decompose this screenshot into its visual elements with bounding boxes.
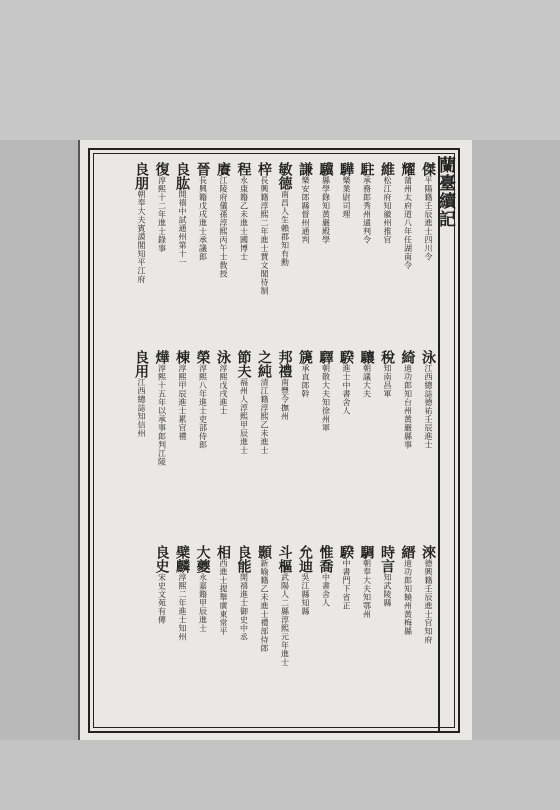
entry-description: 樂業尉司理: [342, 176, 351, 219]
entry-name: 時言: [379, 545, 395, 573]
entry: [236, 350, 252, 455]
entry-description: 開禧中試通州第十一: [178, 190, 187, 267]
entry: [154, 162, 170, 253]
entry-description: 知南昌軍: [383, 364, 392, 398]
entry-name: 賡: [215, 162, 231, 176]
entry-description: 淳熙十二年進士錄事: [157, 176, 167, 253]
entry: [420, 162, 436, 261]
entry: [297, 162, 313, 244]
entry-name: 騤: [338, 545, 354, 559]
entry-name: 泳: [420, 350, 436, 364]
entry-description: 迪功郎知台州黃嚴縣事: [403, 364, 413, 449]
entry-name: 相: [215, 545, 231, 559]
entry-name: 謙: [297, 162, 313, 176]
entry-description: 中書門下省正: [342, 559, 351, 610]
entry-description: 永康籍乙未進士國博士: [239, 176, 249, 261]
entry: [297, 350, 313, 398]
entry-description: 武陽人二縣淳熙元年進士: [280, 573, 290, 667]
background-page-top: [0, 0, 560, 140]
entry-name: 燁: [153, 350, 170, 364]
entry-description: 朝奉大夫知鄂州: [362, 559, 372, 619]
entry-name: 節夫: [235, 350, 252, 378]
entry-description: 江西總誌德祐壬辰進士: [424, 364, 433, 449]
entry: [215, 162, 231, 278]
title-rule: [438, 156, 440, 731]
entry-description: 江陵府儀孫淳熙丙午士敎授: [219, 176, 228, 278]
entry-name: 敏德: [276, 162, 293, 190]
entry: [277, 162, 293, 267]
entry-description: 宋史文苑有傳: [157, 573, 167, 624]
entry-name: 驥: [317, 162, 334, 176]
entry-name: 良肱: [174, 162, 190, 190]
entry: [400, 162, 416, 270]
entry-name: 復: [153, 162, 170, 176]
entry-name: 之純: [256, 350, 272, 378]
entry-name: 騆: [358, 545, 375, 559]
entry-description: 江西總誌知信州: [137, 378, 146, 438]
entry: [236, 162, 252, 261]
entry-description: 淳熙甲辰進士累官禮: [178, 364, 187, 441]
entry-name: 騤: [338, 350, 354, 364]
entry-description: 樂安郎縣督州通判: [301, 176, 310, 244]
entry: [359, 350, 375, 398]
entry: [195, 162, 211, 261]
entry-name: 傑: [420, 162, 436, 176]
entry-description: 淳熙戊戌進士: [219, 364, 228, 415]
entry: [277, 545, 293, 667]
background-page-bottom: [0, 740, 560, 810]
entry: [379, 350, 395, 398]
entry-description: 平陽籍壬辰進士四川令: [424, 176, 433, 261]
entry-name: 晉: [194, 162, 211, 176]
entry: [420, 545, 436, 644]
entry-name: 顥: [256, 545, 272, 559]
entry-name: 綺: [399, 350, 416, 364]
entry: [256, 545, 272, 653]
entry-description: 淳熙十五年以承事郎判江陵: [157, 364, 167, 466]
entry: [338, 350, 354, 415]
entry: [318, 545, 334, 607]
entry: [154, 545, 170, 624]
entry: [174, 350, 190, 441]
entry-description: 南昌人生賴郡知有勳: [280, 190, 290, 267]
entry-description: 承直郎幹: [301, 364, 310, 398]
entry-name: 允迪: [297, 545, 313, 573]
entry-name: 耀: [399, 162, 416, 176]
document-page: [78, 140, 472, 740]
entry-description: 永嘉籍甲辰進士: [198, 573, 208, 633]
entry-description: 長興籍戊戌進士承議郎: [198, 176, 208, 261]
entry-description: 清江籍淳熙乙未進士: [260, 378, 269, 455]
entry-description: 朝奉大夫賓謨閣知平江府: [137, 190, 146, 284]
entry-name: 棟: [174, 350, 190, 364]
entry-description: 朝散大夫知徐州軍: [321, 364, 331, 432]
entry-description: 淳熙二年進士知州: [178, 573, 187, 641]
entry: [400, 350, 416, 449]
entry-name: 大夔: [194, 545, 211, 573]
entry: [133, 162, 149, 284]
entry-description: 長興籍淳熙二年進士賈文閣待制: [260, 176, 269, 295]
entry-name: 驤: [358, 350, 375, 364]
entry: [297, 545, 313, 616]
entry-name: 良能: [235, 545, 252, 573]
entry-description: 知武陵縣: [383, 573, 392, 607]
entry: [338, 545, 354, 610]
entry-description: 吳江縣知縣: [301, 573, 310, 616]
entry-description: 西進士提舉廣東常平: [219, 559, 228, 636]
entry-name: 縉: [399, 545, 416, 559]
entry: [215, 350, 231, 415]
entry-name: 梓: [256, 162, 272, 176]
entry-name: 惟喬: [317, 545, 334, 573]
entry-description: 迪功郎知饒州黃梅縣: [403, 559, 413, 636]
entry: [400, 545, 416, 636]
entry: [236, 545, 252, 641]
entry-name: 淶: [420, 545, 436, 559]
entry-description: 福州人淳熙甲辰進士: [239, 378, 249, 455]
entry-description: 南豐令撫州: [280, 378, 290, 421]
entry: [195, 545, 211, 633]
entry: [338, 162, 354, 219]
entry-description: 德興籍壬辰進士官知府: [424, 559, 433, 644]
entry: [277, 350, 293, 421]
entry-description: 中書舍人: [321, 573, 331, 607]
entry-description: 開禧進士御史中丞: [239, 573, 249, 641]
entry: [379, 162, 395, 244]
entry-name: 驛: [317, 350, 334, 364]
entry-name: 檗麟: [174, 545, 190, 573]
entry-description: 朝議大夫: [362, 364, 372, 398]
entry-name: 斗樞: [276, 545, 293, 573]
entry-name: 驊: [338, 162, 354, 176]
entry: [215, 545, 231, 636]
entry: [174, 545, 190, 641]
entry: [133, 350, 149, 438]
entry: [359, 162, 375, 244]
entry-name: 泳: [215, 350, 231, 364]
entry-name: 稅: [379, 350, 395, 364]
entry: [318, 350, 334, 432]
entry-description: 淳熙八年進士吏部侍郎: [198, 364, 208, 449]
page-title: 蘭臺續記: [435, 156, 455, 228]
entry-name: 程: [235, 162, 252, 176]
entry-description: 新喻籍乙未進士禮部侍郎: [260, 559, 269, 653]
entry-description: 縣學錄知黃嚴殿學: [321, 176, 331, 244]
entry-name: 邦禮: [276, 350, 293, 378]
entry-name: 駐: [358, 162, 375, 176]
entry: [174, 162, 190, 267]
entry: [379, 545, 395, 607]
entry-description: 松江府知徽州推官: [383, 176, 392, 244]
entry-description: 進士中書舍人: [342, 364, 351, 415]
entry-name: 良用: [133, 350, 149, 378]
entry: [318, 162, 334, 244]
entry-description: 蒲州太府道八年任湖南令: [403, 176, 413, 270]
entry: [256, 350, 272, 455]
entry-description: 承務郎秀州通判令: [362, 176, 372, 244]
entry: [420, 350, 436, 449]
entry: [256, 162, 272, 295]
entry-name: 良朋: [133, 162, 149, 190]
entry-name: 良史: [153, 545, 170, 573]
entry-name: 榮: [194, 350, 211, 364]
page-frame: [88, 148, 460, 733]
entry-name: 維: [379, 162, 395, 176]
entry-name: 篪: [297, 350, 313, 364]
entry: [154, 350, 170, 466]
entry: [195, 350, 211, 449]
entry: [359, 545, 375, 619]
